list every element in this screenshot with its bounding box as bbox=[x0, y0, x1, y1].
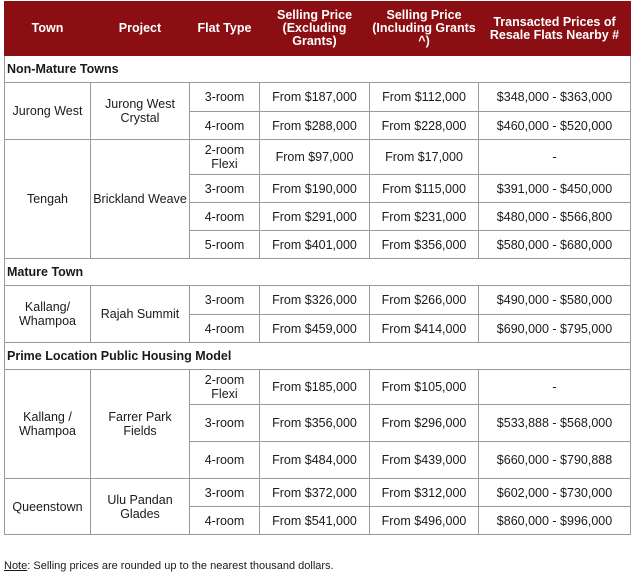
resale-range-cell: $660,000 - $790,888 bbox=[479, 442, 631, 479]
price-including-cell: From $296,000 bbox=[370, 405, 479, 442]
bto-price-table bbox=[4, 1, 631, 535]
resale-range-cell: $580,000 - $680,000 bbox=[479, 231, 631, 259]
header-price-including-grants: Selling Price (Including Grants ^) bbox=[370, 2, 479, 56]
project-cell: Brickland Weave bbox=[91, 140, 190, 259]
price-excluding-cell: From $291,000 bbox=[260, 203, 370, 231]
town-cell: Kallang / Whampoa bbox=[5, 370, 91, 479]
flat-type-cell: 4-room bbox=[190, 203, 260, 231]
price-excluding-cell: From $401,000 bbox=[260, 231, 370, 259]
town-cell: Kallang/ Whampoa bbox=[5, 286, 91, 343]
section-heading: Non-Mature Towns bbox=[5, 56, 631, 83]
resale-range-cell: $460,000 - $520,000 bbox=[479, 112, 631, 140]
resale-range-cell: - bbox=[479, 140, 631, 175]
price-including-cell: From $266,000 bbox=[370, 286, 479, 315]
footnote bbox=[4, 560, 334, 572]
flat-type-cell: 2-room Flexi bbox=[190, 140, 260, 175]
price-including-cell: From $439,000 bbox=[370, 442, 479, 479]
header-project: Project bbox=[91, 2, 190, 56]
table-row bbox=[5, 83, 631, 112]
resale-range-cell: $490,000 - $580,000 bbox=[479, 286, 631, 315]
price-excluding-cell: From $190,000 bbox=[260, 175, 370, 203]
price-table-wrapper bbox=[4, 1, 630, 535]
resale-range-cell: $533,888 - $568,000 bbox=[479, 405, 631, 442]
resale-range-cell: $860,000 - $996,000 bbox=[479, 507, 631, 535]
price-excluding-cell: From $372,000 bbox=[260, 479, 370, 507]
resale-range-cell: $391,000 - $450,000 bbox=[479, 175, 631, 203]
price-excluding-cell: From $356,000 bbox=[260, 405, 370, 442]
flat-type-cell: 4-room bbox=[190, 315, 260, 343]
flat-type-cell: 4-room bbox=[190, 507, 260, 535]
project-cell: Ulu Pandan Glades bbox=[91, 479, 190, 535]
price-including-cell: From $414,000 bbox=[370, 315, 479, 343]
table-row bbox=[5, 479, 631, 507]
table-row bbox=[5, 286, 631, 315]
flat-type-cell: 3-room bbox=[190, 479, 260, 507]
resale-range-cell: $348,000 - $363,000 bbox=[479, 83, 631, 112]
flat-type-cell: 3-room bbox=[190, 175, 260, 203]
price-including-cell: From $228,000 bbox=[370, 112, 479, 140]
footnote-text: : Selling prices are rounded up to the nearest thousand dollars. bbox=[27, 560, 334, 572]
price-excluding-cell: From $459,000 bbox=[260, 315, 370, 343]
price-excluding-cell: From $288,000 bbox=[260, 112, 370, 140]
resale-range-cell: - bbox=[479, 370, 631, 405]
header-price-excluding-grants: Selling Price (Excluding Grants) bbox=[260, 2, 370, 56]
resale-range-cell: $602,000 - $730,000 bbox=[479, 479, 631, 507]
price-excluding-cell: From $97,000 bbox=[260, 140, 370, 175]
header-town: Town bbox=[5, 2, 91, 56]
project-cell: Farrer Park Fields bbox=[91, 370, 190, 479]
town-cell: Jurong West bbox=[5, 83, 91, 140]
price-including-cell: From $312,000 bbox=[370, 479, 479, 507]
price-including-cell: From $496,000 bbox=[370, 507, 479, 535]
header-resale-prices: Transacted Prices of Resale Flats Nearby # bbox=[479, 2, 631, 56]
section-heading: Mature Town bbox=[5, 259, 631, 286]
price-excluding-cell: From $541,000 bbox=[260, 507, 370, 535]
price-excluding-cell: From $185,000 bbox=[260, 370, 370, 405]
price-including-cell: From $17,000 bbox=[370, 140, 479, 175]
resale-range-cell: $480,000 - $566,800 bbox=[479, 203, 631, 231]
footnote-label: Note bbox=[4, 560, 28, 572]
price-including-cell: From $115,000 bbox=[370, 175, 479, 203]
header-flat-type: Flat Type bbox=[190, 2, 260, 56]
flat-type-cell: 2-room Flexi bbox=[190, 370, 260, 405]
flat-type-cell: 3-room bbox=[190, 405, 260, 442]
price-including-cell: From $112,000 bbox=[370, 83, 479, 112]
town-cell: Queenstown bbox=[5, 479, 91, 535]
price-including-cell: From $105,000 bbox=[370, 370, 479, 405]
flat-type-cell: 3-room bbox=[190, 286, 260, 315]
project-cell: Rajah Summit bbox=[91, 286, 190, 343]
table-row bbox=[5, 370, 631, 405]
flat-type-cell: 4-room bbox=[190, 112, 260, 140]
table-row bbox=[5, 140, 631, 175]
flat-type-cell: 4-room bbox=[190, 442, 260, 479]
town-cell: Tengah bbox=[5, 140, 91, 259]
section-heading: Prime Location Public Housing Model bbox=[5, 343, 631, 370]
price-excluding-cell: From $484,000 bbox=[260, 442, 370, 479]
price-excluding-cell: From $187,000 bbox=[260, 83, 370, 112]
flat-type-cell: 3-room bbox=[190, 83, 260, 112]
resale-range-cell: $690,000 - $795,000 bbox=[479, 315, 631, 343]
flat-type-cell: 5-room bbox=[190, 231, 260, 259]
project-cell: Jurong West Crystal bbox=[91, 83, 190, 140]
price-including-cell: From $231,000 bbox=[370, 203, 479, 231]
price-including-cell: From $356,000 bbox=[370, 231, 479, 259]
header-row bbox=[5, 2, 631, 56]
price-excluding-cell: From $326,000 bbox=[260, 286, 370, 315]
